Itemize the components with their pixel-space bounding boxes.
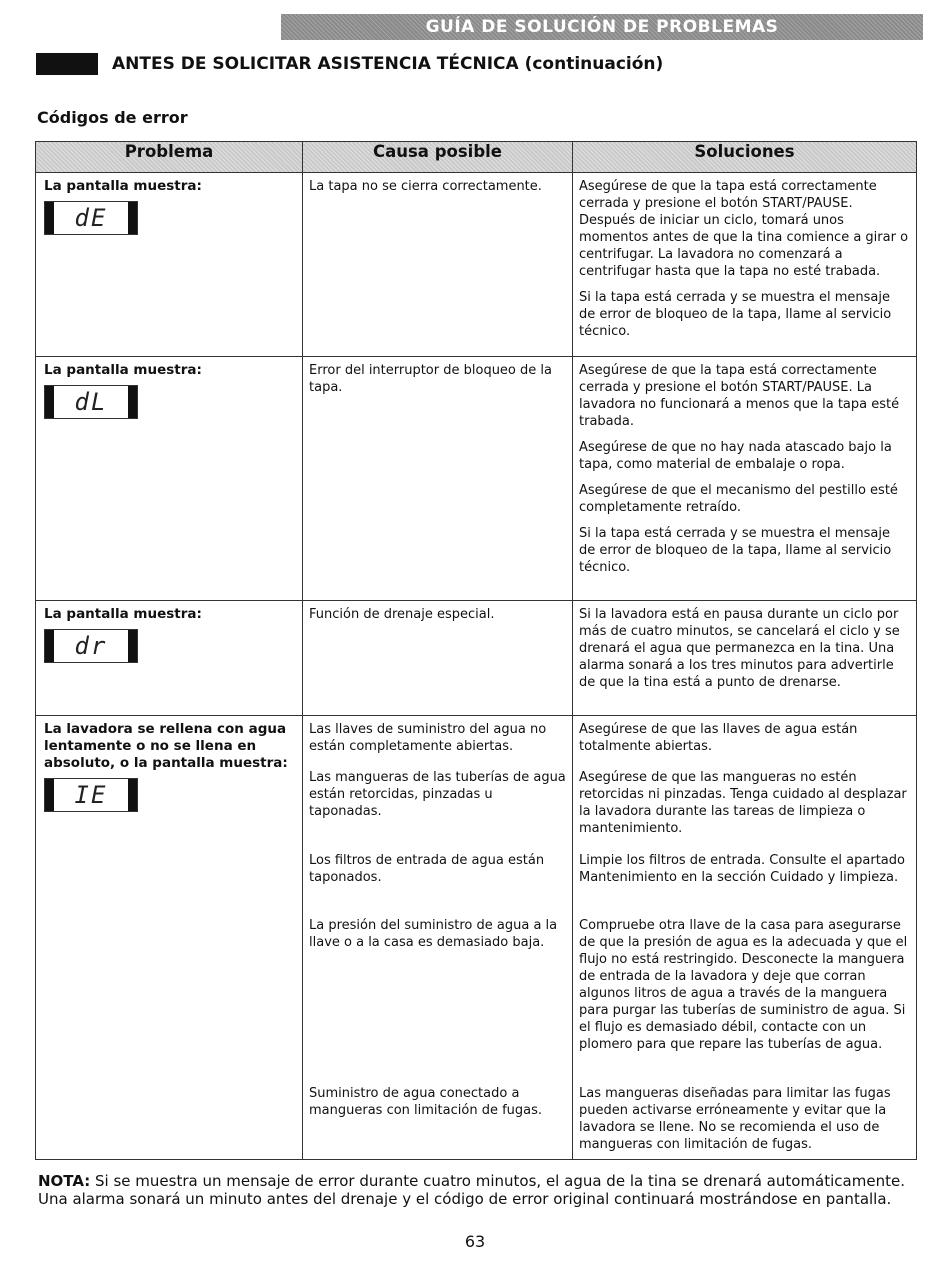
display-code-dr [44, 629, 138, 663]
solutions-cell [573, 601, 917, 716]
table-row [36, 173, 917, 357]
problem-cell [36, 173, 303, 357]
cause-text: La presión del suministro de agua a la llave o a la casa es demasiado baja. [309, 918, 558, 950]
problem-text: La lavadora se rellena con agua lentamente o no se llena en absoluto, o la pantalla muestra: [44, 721, 288, 771]
problem-text: La pantalla muestra: [44, 362, 202, 378]
header-problem: Problema [36, 142, 303, 173]
display-code-de [44, 201, 138, 235]
heading-bar [36, 53, 98, 75]
cause-text: Los filtros de entrada de agua están taponados. [309, 853, 545, 885]
error-code: IE [74, 780, 108, 809]
solution-text: Asegúrese de que la tapa está correctamente cerrada y presione el botón START/PAUSE. Después de iniciar un ciclo, tomará unos momentos antes de que la tina comience a girar o centrifugar. La lavadora no comenzará a centrifugar hasta que la tapa no esté trabada. [579, 179, 909, 279]
display-code-dl [44, 385, 138, 419]
solution-text: Asegúrese de que las mangueras no estén retorcidas ni pinzadas. Tenga cuidado al desplazar la lavadora durante las tareas de limpieza o mantenimiento. [579, 770, 907, 836]
solution-text: Si la tapa está cerrada y se muestra el mensaje de error de bloqueo de la tapa, llame al servicio técnico. [579, 526, 892, 575]
table-header-row [36, 142, 917, 173]
problem-text: La pantalla muestra: [44, 178, 202, 194]
solution-text: Asegúrese de que la tapa está correctamente cerrada y presione el botón START/PAUSE. La lavadora no funcionará a menos que la tapa esté trabada. [579, 363, 900, 429]
problem-cell [36, 716, 303, 1160]
cause-text: Las mangueras de las tuberías de agua están retorcidas, pinzadas u taponadas. [309, 770, 566, 819]
table-row [36, 601, 917, 716]
error-codes-heading: Códigos de error [37, 108, 188, 127]
solutions-cell [573, 716, 917, 1160]
table-row [36, 716, 917, 1160]
display-code-ie [44, 778, 138, 812]
cause-text: Error del interruptor de bloqueo de la tapa. [309, 363, 552, 395]
cause-text: Suministro de agua conectado a mangueras con limitación de fugas. [309, 1086, 543, 1118]
header-solutions: Soluciones [573, 142, 917, 173]
note-label: NOTA: [38, 1172, 91, 1190]
error-code: dr [74, 631, 108, 660]
problem-cell [36, 601, 303, 716]
section-heading [36, 52, 663, 76]
cause-cell [303, 716, 573, 1160]
note [38, 1172, 918, 1208]
cause-text: Función de drenaje especial. [309, 607, 495, 622]
table-row [36, 357, 917, 601]
solution-text: Compruebe otra llave de la casa para asegurarse de que la presión de agua es la adecuada y que el flujo no está restringido. Desconecte la manguera de entrada de la lavadora y deje que corran algunos litros de agua a través de la manguera para purgar las tuberías de suministro de agua. Si el flujo es demasiado débil, contacte con un plomero para que repare las tuberías de agua. [579, 918, 908, 1052]
solutions-cell [573, 357, 917, 601]
solution-text: Asegúrese de que las llaves de agua están totalmente abiertas. [579, 722, 858, 754]
solutions-cell [573, 173, 917, 357]
error-code: dE [74, 203, 108, 232]
solution-text: Si la lavadora está en pausa durante un ciclo por más de cuatro minutos, se cancelará el ciclo y se drenará el agua que permanezca en la tina. Una alarma sonará a los tres minutos para advertirle de que la tina está a punto de drenarse. [579, 607, 900, 690]
solution-text: Si la tapa está cerrada y se muestra el mensaje de error de bloqueo de la tapa, llame al servicio técnico. [579, 290, 892, 339]
solution-text: Asegúrese de que el mecanismo del pestillo esté completamente retraído. [579, 483, 898, 515]
cause-cell [303, 357, 573, 601]
section-title: ANTES DE SOLICITAR ASISTENCIA TÉCNICA (continuación) [112, 54, 664, 74]
section-banner: GUÍA DE SOLUCIÓN DE PROBLEMAS [281, 14, 923, 40]
page-number: 63 [464, 1232, 486, 1251]
error-code: dL [74, 387, 108, 416]
cause-text: La tapa no se cierra correctamente. [309, 179, 542, 194]
cause-cell [303, 173, 573, 357]
cause-cell [303, 601, 573, 716]
solution-text: Las mangueras diseñadas para limitar las fugas pueden activarse erróneamente y evitar que la lavadora se llene. No se recomienda el uso de mangueras con limitación de fugas. [579, 1086, 891, 1152]
problem-text: La pantalla muestra: [44, 606, 202, 622]
solution-text: Asegúrese de que no hay nada atascado bajo la tapa, como material de embalaje o ropa. [579, 440, 892, 472]
error-codes-table [35, 141, 917, 1160]
cause-text: Las llaves de suministro del agua no están completamente abiertas. [309, 722, 547, 754]
note-text: Si se muestra un mensaje de error durante cuatro minutos, el agua de la tina se drenará automáticamente. Una alarma sonará un minuto antes del drenaje y el código de error original continuará mostrándose en pantalla. [38, 1172, 905, 1208]
header-cause: Causa posible [303, 142, 573, 173]
problem-cell [36, 357, 303, 601]
solution-text: Limpie los filtros de entrada. Consulte el apartado Mantenimiento en la sección Cuidado y limpieza. [579, 853, 905, 885]
